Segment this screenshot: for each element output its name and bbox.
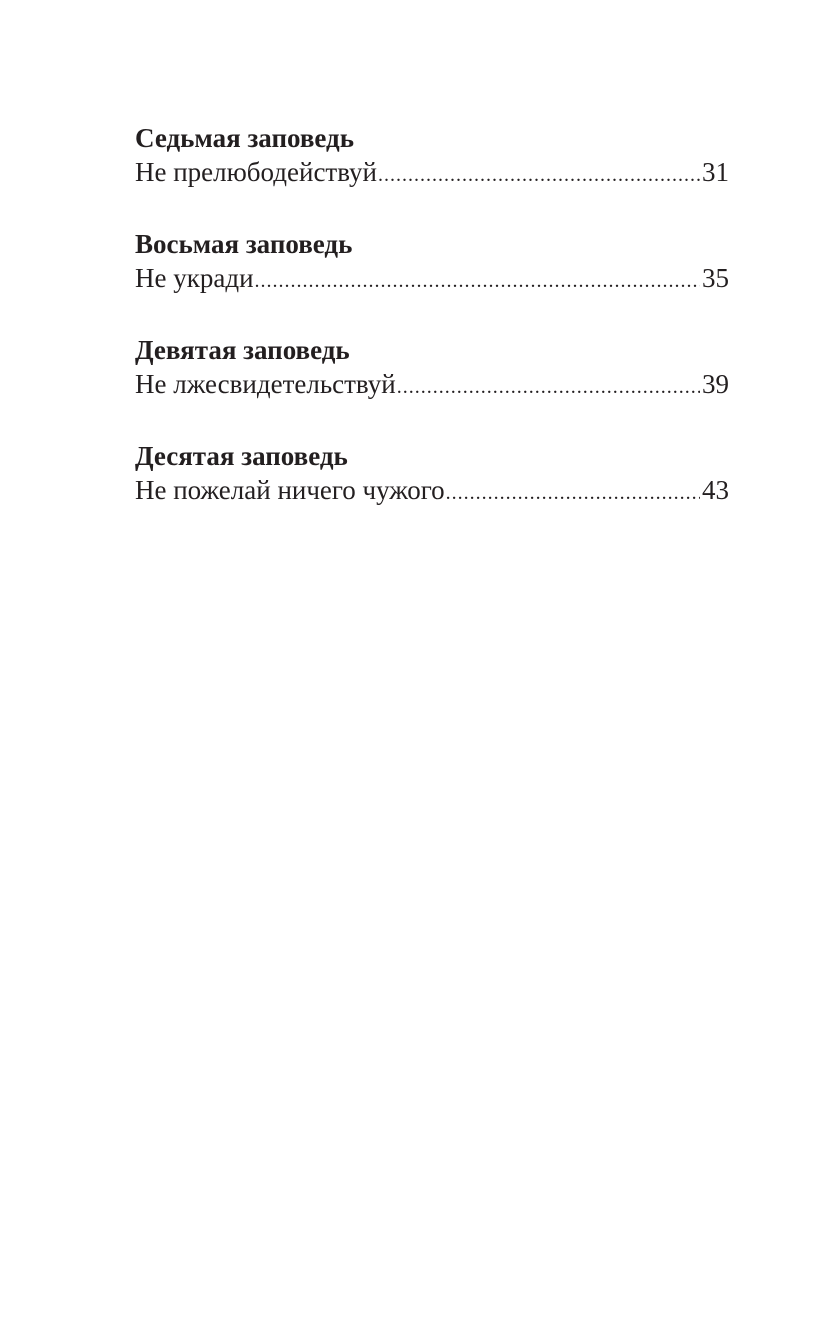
dot-leader <box>397 370 700 405</box>
toc-entry-heading: Девятая заповедь <box>135 335 350 365</box>
table-of-contents <box>135 121 729 545</box>
dot-leader <box>255 264 700 299</box>
dot-leader <box>446 476 700 511</box>
toc-entry-page-number: 31 <box>702 157 729 187</box>
toc-entry-line[interactable] <box>135 473 729 508</box>
toc-entry <box>135 439 729 508</box>
toc-entry-line[interactable] <box>135 261 729 296</box>
toc-entry-title: Не прелюбодействуй <box>135 157 377 187</box>
toc-entry <box>135 333 729 402</box>
toc-entry <box>135 227 729 296</box>
toc-entry-heading: Восьмая заповедь <box>135 229 353 259</box>
toc-entry-page-number: 39 <box>702 369 729 399</box>
toc-entry-heading: Седьмая заповедь <box>135 123 354 153</box>
toc-entry-page-number: 35 <box>702 263 729 293</box>
dot-leader <box>378 158 700 193</box>
toc-entry <box>135 121 729 190</box>
toc-entry-line[interactable] <box>135 155 729 190</box>
toc-entry-heading: Десятая заповедь <box>135 441 348 471</box>
toc-entry-title: Не укради <box>135 263 254 293</box>
toc-entry-title: Не пожелай ничего чужого <box>135 475 445 505</box>
toc-entry-page-number: 43 <box>702 475 729 505</box>
toc-entry-title: Не лжесвидетельствуй <box>135 369 396 399</box>
toc-entry-line[interactable] <box>135 367 729 402</box>
